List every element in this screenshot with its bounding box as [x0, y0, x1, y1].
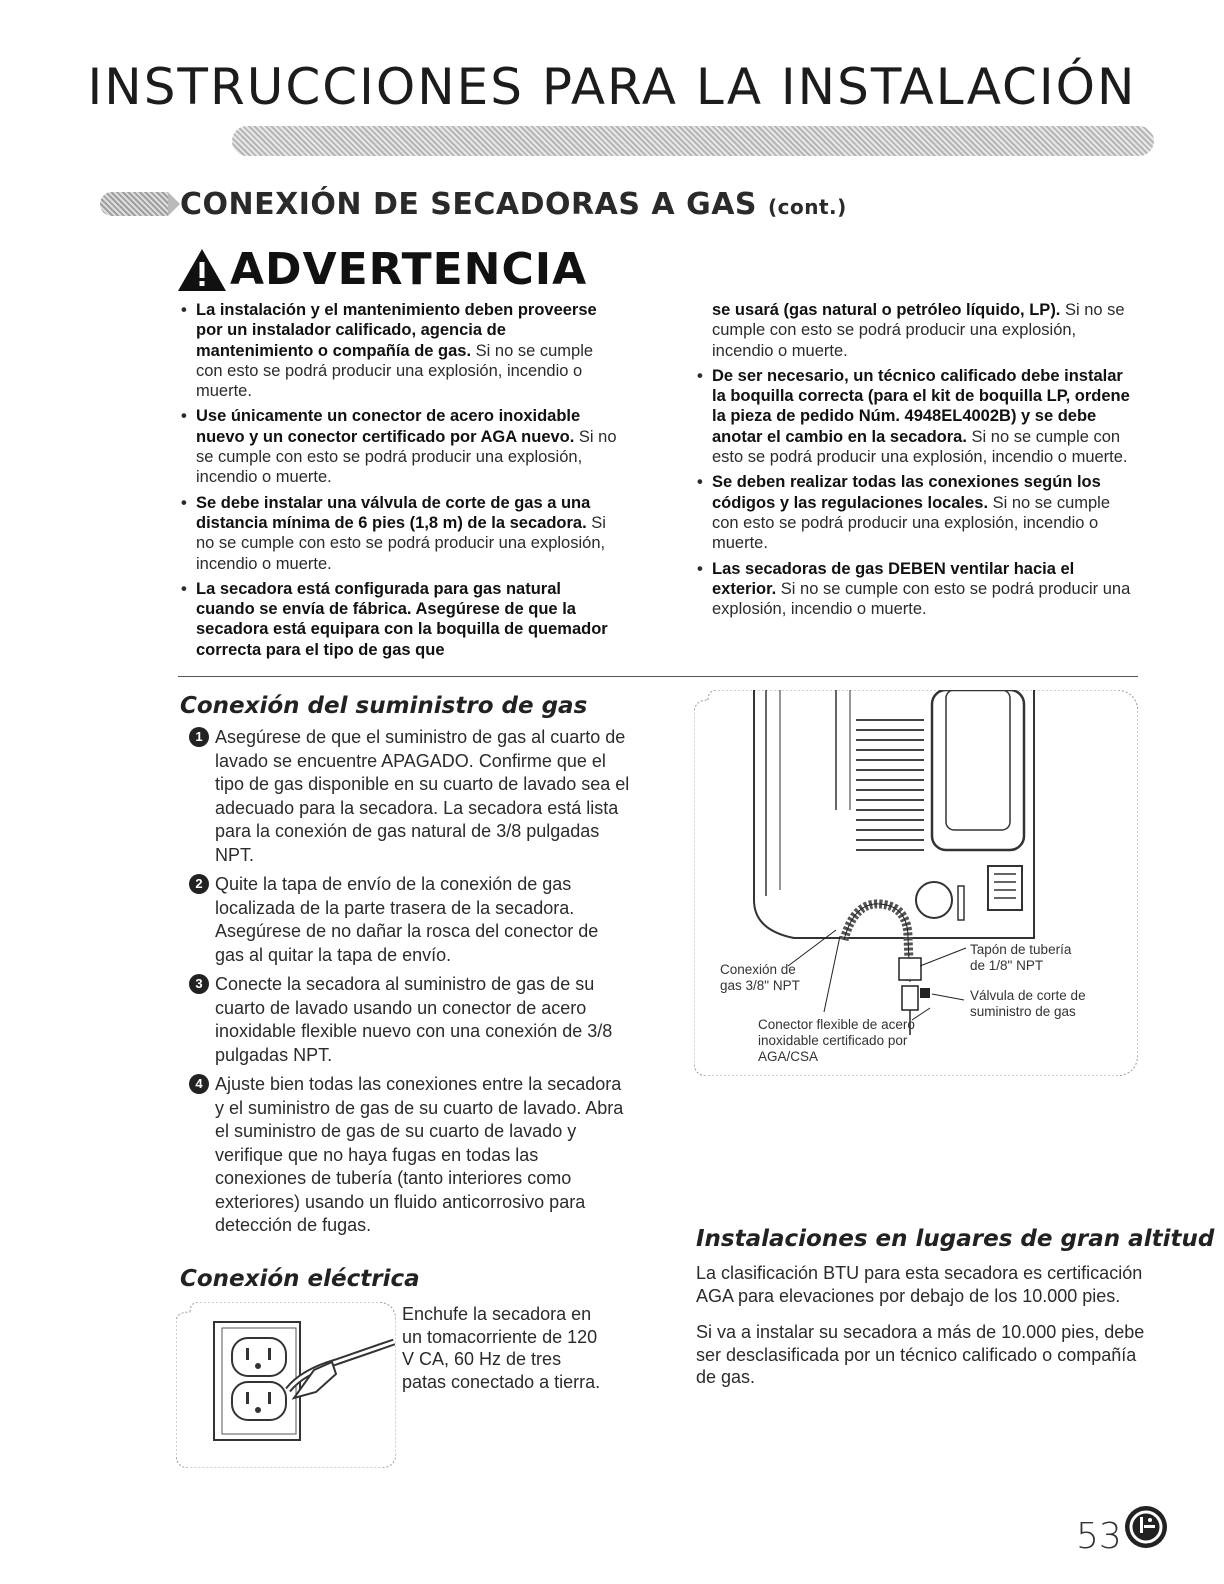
section-heading: [180, 187, 847, 222]
step-number: 3: [189, 974, 209, 994]
warning-item: • Se debe instalar una válvula de corte de gas a una distancia mínima de 6 pies (1,8 m) de la secadora. Si no se cumple con esto se podrá producir una explosión, incendio o muerte.: [181, 493, 606, 573]
gas-supply-heading: Conexión del suministro de gas: [180, 693, 588, 719]
warning-column-left: [180, 300, 620, 665]
warning-title: ADVERTENCIA: [230, 244, 588, 295]
gas-supply-steps: [192, 726, 632, 1244]
electrical-heading: Conexión eléctrica: [180, 1266, 420, 1292]
step-number: 4: [189, 1074, 209, 1094]
section-divider: [178, 676, 1138, 677]
section-heading-cont: (cont.): [767, 195, 847, 219]
outlet-plug-icon: [176, 1302, 396, 1468]
altitude-body: [696, 1262, 1146, 1403]
step-item: 4 Ajuste bien todas las conexiones entre la secadora y el suministro de gas de su cuarto de lavado. Abra el suministro de gas de su cuarto de lavado y verifique que no haya fugas en todas las conexiones de tubería (tanto interiores como exteriores) usando un fluido anticorrosivo para detección de fugas.: [192, 1073, 632, 1238]
outlet-illustration: [176, 1302, 396, 1468]
lg-logo-icon: [1124, 1505, 1168, 1549]
warning-column-right: [696, 300, 1136, 624]
step-item: 3 Conecte la secadora al suministro de gas de su cuarto de lavado usando un conector de acero inoxidable flexible nuevo con una conexión de 3/8 pulgadas NPT.: [192, 973, 632, 1067]
label-pipe-plug: Tapón de tubería de 1/8" NPT: [970, 942, 1072, 973]
step-number: 2: [189, 874, 209, 894]
label-shutoff-valve: Válvula de corte de suministro de gas: [970, 988, 1086, 1019]
label-flex-connector: Conector flexible de acero inoxidable certificado por AGA/CSA: [758, 1017, 915, 1064]
warning-item: • Las secadoras de gas DEBEN ventilar hacia el exterior. Si no se cumple con esto se podrá producir una explosión, incendio o muerte.: [697, 559, 1131, 619]
altitude-heading: Instalaciones en lugares de gran altitud: [696, 1226, 1215, 1252]
warning-item: • De ser necesario, un técnico calificado debe instalar la boquilla correcta (para el kit de boquilla LP, ordene la pieza de pedido Núm. 4948EL4002B) y se debe anotar el cambio en la secadora. Si no se cumple con esto se podrá producir una explosión, incendio o muerte.: [697, 366, 1130, 467]
step-item: 2 Quite la tapa de envío de la conexión de gas localizada de la parte trasera de la secadora. Asegúrese de no dañar la rosca del conector de gas al quitar la tapa de envío.: [192, 873, 632, 967]
section-heading-text: CONEXIÓN DE SECADORAS A GAS: [180, 187, 758, 222]
gas-connection-diagram: [694, 690, 1138, 1076]
step-item: 1 Asegúrese de que el suministro de gas al cuarto de lavado se encuentre APAGADO. Confirme que el tipo de gas disponible en su cuarto de lavado sea el adecuado para la secadora. La secadora está lista para la conexión de gas natural de 3/8 pulgadas NPT.: [192, 726, 632, 867]
step-number: 1: [189, 727, 209, 747]
section-marker: [100, 192, 168, 216]
warning-item: • Se deben realizar todas las conexiones según los códigos y las regulaciones locales. Si no se cumple con esto se podrá producir una explosión, incendio o muerte.: [697, 473, 1111, 553]
electrical-instructions: Enchufe la secadora en un tomacorriente de 120 V CA, 60 Hz de tres patas conectado a tierra.: [402, 1304, 601, 1392]
warning-item: • Use únicamente un conector de acero inoxidable nuevo y un conector certificado por AGA nuevo. Si no se cumple con esto se podrá producir una explosión, incendio o muerte.: [181, 407, 617, 487]
warning-item-continued: se usará (gas natural o petróleo líquido, LP). Si no se cumple con esto se podrá producir una explosión, incendio o muerte.: [712, 301, 1125, 360]
warning-item: • La instalación y el mantenimiento deben proveerse por un instalador calificado, agencia de mantenimiento o compañía de gas. Si no se cumple con esto se podrá producir una explosión, incendio o muerte.: [181, 301, 597, 401]
warning-triangle-icon: [176, 246, 228, 294]
page-number: 53: [1076, 1516, 1122, 1557]
label-gas-connection: Conexión de gas 3/8" NPT: [720, 962, 800, 993]
title-decorative-bar: [232, 126, 1154, 156]
altitude-paragraph: Si va a instalar su secadora a más de 10.000 pies, debe ser desclasificada por un técnico calificado o compañía de gas.: [696, 1322, 1145, 1387]
page-title: INSTRUCCIONES PARA LA INSTALACIÓN: [87, 58, 1137, 116]
altitude-paragraph: La clasificación BTU para esta secadora es certificación AGA para elevaciones por debajo de los 10.000 pies.: [696, 1263, 1143, 1306]
warning-header: [176, 244, 587, 295]
warning-item: • La secadora está configurada para gas natural cuando se envía de fábrica. Asegúrese de que la secadora está equipara con la boquilla de quemador correcta para el tipo de gas que: [181, 579, 608, 659]
